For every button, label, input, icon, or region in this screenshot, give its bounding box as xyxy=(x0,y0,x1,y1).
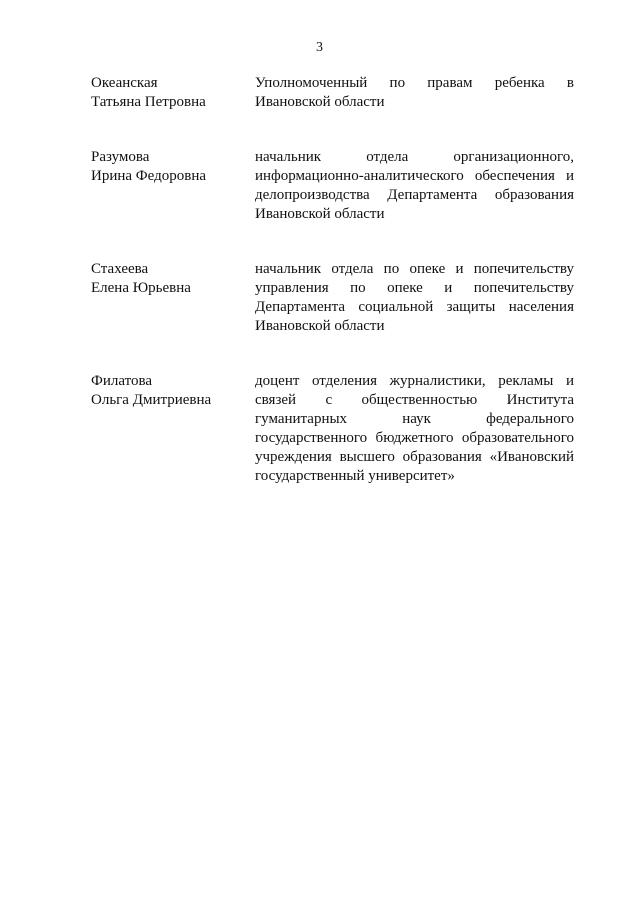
member-entry xyxy=(91,260,574,336)
member-surname: Разумова xyxy=(91,149,150,165)
member-list xyxy=(91,74,574,522)
member-entry xyxy=(91,74,574,112)
member-entry xyxy=(91,372,574,486)
page-number: 3 xyxy=(316,40,323,55)
member-given-names: Елена Юрьевна xyxy=(91,280,191,296)
member-given-names: Ирина Федоровна xyxy=(91,168,207,184)
member-position: Уполномоченный по правам ребенка в Ивановской области xyxy=(255,75,574,110)
member-position: доцент отделения журналистики, рекламы и связей с общественностью Института гуманитарных наук федерального государственного бюджетного образовательного учреждения высшего образования «Ивановский государственный университет» xyxy=(255,373,574,484)
member-surname: Стахеева xyxy=(91,261,149,277)
member-position: начальник отдела по опеке и попечительству управления по опеке и попечительству Департамента социальной защиты населения Ивановской области xyxy=(255,261,574,334)
member-position: начальник отдела организационного, информационно-аналитического обеспечения и делопроизводства Департамента образования Ивановской области xyxy=(255,149,574,222)
member-surname: Филатова xyxy=(91,373,153,389)
member-name xyxy=(91,148,255,224)
member-surname: Океанская xyxy=(91,75,158,91)
member-given-names: Ольга Дмитриевна xyxy=(91,392,212,408)
member-name xyxy=(91,260,255,336)
member-given-names: Татьяна Петровна xyxy=(91,94,206,110)
member-name xyxy=(91,372,255,486)
member-entry xyxy=(91,148,574,224)
member-name xyxy=(91,74,255,112)
